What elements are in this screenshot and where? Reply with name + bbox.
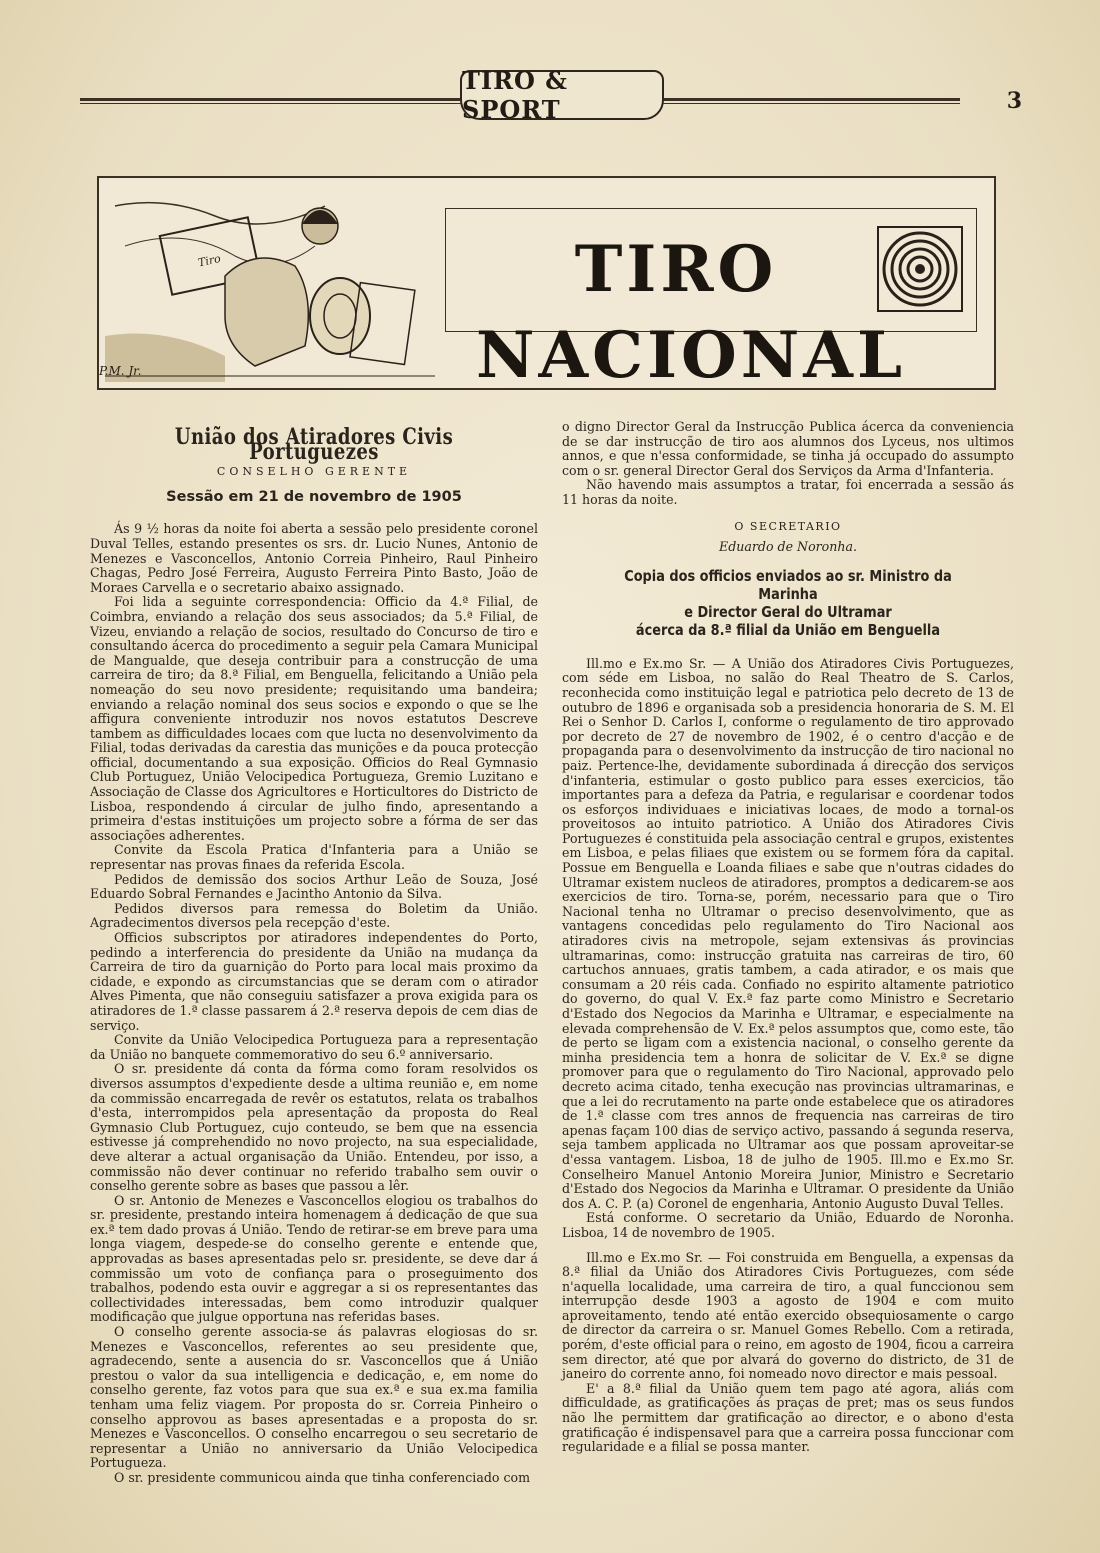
paragraph: Não havendo mais assumptos a tratar, foi encerrada a sessão ás 11 horas da noite. bbox=[562, 477, 1014, 507]
copia-heading-line: ácerca da 8.ª filial da União em Benguella bbox=[635, 620, 941, 639]
article-heading: União dos Atiradores Civis Portuguezes bbox=[174, 424, 454, 465]
session-heading: Sessão em 21 de novembro de 1905 bbox=[166, 488, 462, 505]
masthead-logo: TIRO & SPORT bbox=[460, 70, 664, 120]
artist-signature: P.M. Jr. bbox=[99, 364, 142, 378]
spacer bbox=[562, 1241, 1014, 1251]
title-box bbox=[445, 208, 977, 393]
secretary-title: O SECRETARIO bbox=[734, 519, 842, 533]
masthead bbox=[80, 66, 1040, 132]
paragraph: Está conforme. O secretario da União, Eduardo de Noronha. Lisboa, 14 de novembro de 1905. bbox=[562, 1210, 1014, 1240]
tiro-nacional-banner bbox=[97, 176, 996, 393]
paragraph: E' a 8.ª filial da União quem tem pago até agora, aliás com difficuldade, as gratificações ás praças de pret; mas os seus fundos não lhe permittem dar gratificação ao director, e o abono d'esta gratificação é indispensavel para que a carreira possa funccionar com regularidade e a filial se possa manter. bbox=[562, 1380, 1014, 1455]
paragraph: Pedidos de demissão dos socios Arthur Leão de Souza, José Eduardo Sobral Fernandes e Jacintho Antonio da Silva. bbox=[90, 871, 538, 902]
paragraph: Officios subscriptos por atiradores independentes do Porto, pedindo a interferencia do presidente da União na mudança da Carreira de tiro da guarnição do Porto para local mais proximo da cidade, e expondo as circumstancias que se deram com o atirador Alves Pimenta, que não conseguiu satisfazer a prova exigida para os atiradores de 1.ª classe passarem á 2.ª reserva depois de cem dias de serviço. bbox=[90, 930, 538, 1033]
paragraph: o digno Director Geral da Instrucção Publica ácerca da conveniencia de se dar instrucção de tiro aos alumnos dos Lyceus, nos ultimos annos, e que n'essa conformidade, se tinha já occupado do assumpto com o sr. general Director Geral dos Serviços da Arma d'Infanteria. bbox=[562, 419, 1014, 478]
paragraph: Convite da Escola Pratica d'Infanteria para a União se representar nas provas finaes da referida Escola. bbox=[90, 842, 538, 873]
paragraph: Foi lida a seguinte correspondencia: Officio da 4.ª Filial, de Coimbra, enviando a relação dos seus associados; da 5.ª Filial, de Vizeu, enviando a relação de socios, resultado do Concurso de tiro e consultando ácerca do procedimento a seguir pela Camara Municipal de Mangualde, que deseja contribuir para a construcção de uma carreira de tiro; da 8.ª Filial, em Benguella, felicitando a União pela nomeação do seu novo presidente; requisitando uma bandeira; enviando a relação nominal dos seus socios e expondo o que se lhe affigura conveniente introduzir nos novos estatutos Descreve tambem as difficuldades locaes com que lucta no desenvolvimento da Filial, todas derivadas da carestia das munições e da pouca protecção official, documentando a sua exposição. Officios do Real Gymnasio Club Portuguez, União Velocipedica Portugueza, Gremio Luzitano e Associação de Classe dos Agricultores e Horticultores do Districto de Lisboa, respondendo á circular de julho findo, apresentando a primeira d'estas instituições um projecto sobre a fórma de ser das associações adherentes. bbox=[90, 594, 538, 843]
copia-heading bbox=[594, 567, 983, 639]
paragraph: O sr. presidente dá conta da fórma como foram resolvidos os diversos assumptos d'expediente desde a ultima reunião e, em nome da commissão encarregada de revêr os estatutos, relata os trabalhos d'esta, interrompidos pela apresentação da proposta do Real Gymnasio Club Portuguez, cujo conteudo, se bem que na essencia estivesse já comprehendido no novo projecto, na sua especialidade, deve alterar a actual organisação da União. Entendeu, por isso, a commissão não dever continuar no referido trabalho sem ouvir o conselho gerente sobre as bases que passou a lêr. bbox=[90, 1061, 538, 1194]
paragraph: Ill.mo e Ex.mo Sr. — Foi construida em Benguella, a expensas da 8.ª filial da União dos Atiradores Civis Portuguezes, com séde n'aquella localidade, uma carreira de tiro, a qual funccionou sem interrupção desde 1903 a agosto de 1904 e com muito aproveitamento, tendo até então exercido obsequiosamente o cargo de director da carreira o sr. Manuel Gomes Rebello. Com a retirada, porém, d'este official para o reino, em agosto de 1904, ficou a carreira sem director, até que por alvará do governo do districto, de 31 de janeiro do corrente anno, foi nomeado novo director e mais pessoal. bbox=[562, 1249, 1014, 1382]
paragraph: Ás 9 ½ horas da noite foi aberta a sessão pelo presidente coronel Duval Telles, estando presentes os srs. dr. Lucio Nunes, Antonio de Menezes e Vasconcellos, Antonio Correia Pinheiro, Raul Pinheiro Chagas, Pedro José Ferreira, Augusto Ferreira Pinto Basto, João de Moraes Carvella e o secretario abaixo assignado. bbox=[90, 521, 538, 595]
banner-title: TIRO NACIONAL bbox=[476, 232, 906, 393]
paragraph: O conselho gerente associa-se ás palavras elogiosas do sr. Menezes e Vasconcellos, referentes ao seu presidente que, agradecendo, sente a ausencia do sr. Vasconcellos que á União prestou o valor da sua intelligencia e dedicação, e, em nome do conselho gerente, faz votos para que sua ex.ª e sua ex.ma familia tenham uma feliz viagem. Por proposta do sr. Correia Pinheiro o conselho approvou as bases apresentadas e a proposta do sr. Menezes e Vasconcellos. O conselho encarregou o seu secretario de representar a União no anniversario da União Velocipedica Portugueza. bbox=[90, 1324, 538, 1471]
paragraph: O sr. Antonio de Menezes e Vasconcellos elogiou os trabalhos do sr. presidente, prestando inteira homenagem á dedicação de que sua ex.ª tem dado provas á União. Tendo de retirar-se em breve para uma longa viagem, despede-se do conselho gerente e entende que, approvadas as bases apresentadas pelo sr. presidente, se deve dar á commissão um voto de confiança para o proseguimento dos trabalhos, podendo esta ouvir e aggregar a si os representantes das collectividades interessadas, bem como introduzir qualquer modificação que julgue opportuna nas referidas bases. bbox=[90, 1192, 538, 1325]
target-icon bbox=[876, 225, 964, 313]
allegory-illustration bbox=[105, 186, 435, 382]
copia-heading-line: Copia dos officios enviados ao sr. Ministro da Marinha bbox=[624, 566, 952, 603]
right-column bbox=[562, 420, 1014, 1455]
page-number: 3 bbox=[1006, 88, 1022, 114]
left-column bbox=[90, 420, 538, 1486]
paragraph: Ill.mo e Ex.mo Sr. — A União dos Atiradores Civis Portuguezes, com séde em Lisboa, no salão do Real Theatro de S. Carlos, reconhecida como instituição legal e patriotica pelo decreto de 13 de outubro de 1896 e organisada sob a presidencia honoraria de S. M. El Rei o Senhor D. Carlos I, conforme o regulamento de tiro approvado por decreto de 27 de novembro de 1902, é o centro d'acção e de propaganda para o desenvolvimento da instrucção de tiro nacional no paiz. Pertence-lhe, devidamente subordinada á direcção dos serviços d'infanteria, estimular o gosto publico para esses exercicios, tão importantes para a defeza da Patria, e regularisar e coordenar todos os esforços individuaes e iniciativas locaes, de modo a tornal-os proveitosos ao intuito patriotico. A União dos Atiradores Civis Portuguezes é constituida pela associação central e grupos, existentes em Lisboa, e pelas filiaes que existem ou se formem fóra da capital. Possue em Benguella e Loanda filiaes e sabe que n'outras cidades do Ultramar existem nucleos de atiradores, promptos a dedicarem-se aos exercicios de tiro. Torna-se, porém, necessario para que o Tiro Nacional tenha no Ultramar o preciso desenvolvimento, que as vantagens concedidas pelo regulamento do Tiro Nacional aos atiradores civis na metropole, sejam extensivas ás provincias ultramarinas, como: instrucção gratuita nas carreiras de tiro, 60 cartuchos annuaes, gratis tambem, a cada atirador, e os mais que consumam a 20 réis cada. Confiado no espirito altamente patriotico do governo, do qual V. Ex.ª faz parte como Ministro e Secretario d'Estado dos Negocios da Marinha e Ultramar, e especialmente na elevada comprehensão de V. Ex.ª pelos assumptos que, como este, tão de perto se ligam com a existencia nacional, o conselho gerente da minha presidencia tem a honra de solicitar de V. Ex.ª se digne promover para que o regulamento do Tiro Nacional, approvado pelo decreto acima citado, tenha execução nas provincias ultramarinas, e que a lei do recrutamento na parte onde estabelece que os atiradores de 1.ª classe com tres annos de frequencia nas carreiras de tiro apenas façam 100 dias de serviço activo, passando á segunda reserva, seja tambem applicada no Ultramar aos que possam aproveitar-se d'essa vantagem. Lisboa, 18 de julho de 1905. Ill.mo e Ex.mo Sr. Conselheiro Manuel Antonio Moreira Junior, Ministro e Secretario d'Estado dos Negocios da Marinha e Ultramar. O presidente da União dos A. C. P. (a) Coronel de engenharia, Antonio Augusto Duval Telles. bbox=[562, 655, 1014, 1211]
paragraph: O sr. presidente communicou ainda que tinha conferenciado com bbox=[114, 1469, 531, 1485]
copia-heading-line: e Director Geral do Ultramar bbox=[684, 602, 892, 621]
council-subheading: CONSELHO GERENTE bbox=[216, 465, 412, 479]
secretary-name: Eduardo de Noronha. bbox=[719, 539, 857, 555]
paragraph: Convite da União Velocipedica Portugueza para a representação da União no banquete commemorativo do seu 6.º anniversario. bbox=[90, 1032, 538, 1062]
paragraph: Pedidos diversos para remessa do Boletim da União. Agradecimentos diversos pela recepção d'este. bbox=[90, 900, 538, 931]
svg-text:Tiro: Tiro bbox=[196, 252, 222, 270]
